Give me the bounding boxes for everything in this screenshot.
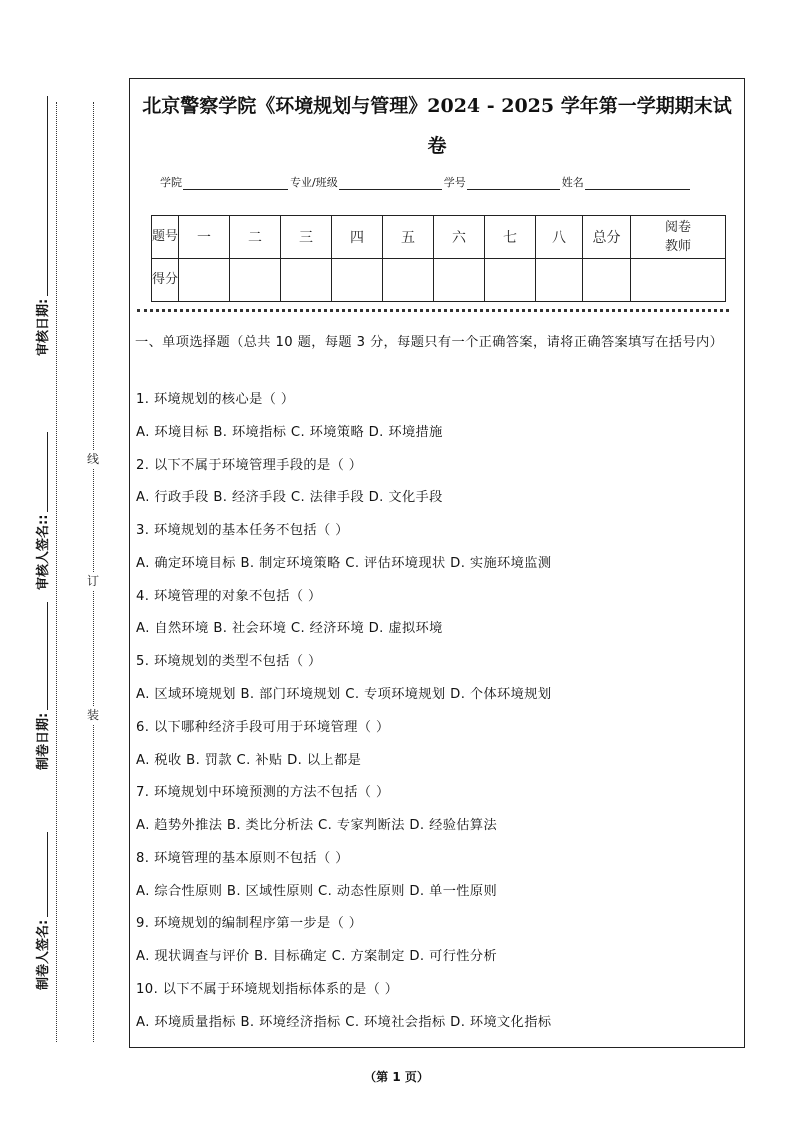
reviewer-sign-label: 审核人签名:: — [36, 514, 51, 590]
score-table-header-row — [152, 216, 726, 259]
header-cell-total: 总分 — [583, 216, 631, 259]
question-6-options: A. 税收 B. 罚款 C. 补贴 D. 以上都是 — [136, 753, 362, 768]
student-id-label: 学号 — [443, 176, 466, 189]
maker-date-line — [46, 602, 48, 710]
header-cell-1: 一 — [179, 216, 230, 259]
question-6: 6. 以下哪种经济手段可用于环境管理（ ） — [136, 720, 390, 735]
section1-heading: 一、单项选择题（总共 10 题，每题 3 分，每题只有一个正确答案，请将正确答案填写在括号内） — [135, 335, 724, 350]
major-label: 专业/班级 — [290, 176, 338, 189]
question-4-options: A. 自然环境 B. 社会环境 C. 经济环境 D. 虚拟环境 — [136, 621, 443, 636]
reviewer-date-label: 审核日期: — [36, 298, 51, 356]
question-2: 2. 以下不属于环境管理手段的是（ ） — [136, 458, 363, 473]
student-id-blank[interactable] — [467, 177, 560, 190]
score-cell-8[interactable] — [536, 259, 583, 302]
score-cell-4[interactable] — [332, 259, 383, 302]
score-cell-6[interactable] — [434, 259, 485, 302]
major-blank[interactable] — [339, 177, 442, 190]
score-cell-2[interactable] — [230, 259, 281, 302]
score-table — [151, 215, 726, 302]
binding-dotted-line-outer — [56, 102, 57, 1042]
header-cell-4: 四 — [332, 216, 383, 259]
maker-sign-field — [32, 832, 51, 990]
question-8: 8. 环境管理的基本原则不包括（ ） — [136, 851, 349, 866]
reviewer-sign-field — [32, 432, 51, 590]
name-blank[interactable] — [585, 177, 690, 190]
score-cell-total[interactable] — [583, 259, 631, 302]
maker-sign-line — [46, 832, 48, 917]
school-blank[interactable] — [183, 177, 288, 190]
maker-sign-label: 制卷人签名: — [36, 919, 51, 990]
question-3: 3. 环境规划的基本任务不包括（ ） — [136, 523, 349, 538]
score-cell-3[interactable] — [281, 259, 332, 302]
score-cell-grader[interactable] — [631, 259, 726, 302]
header-cell-5: 五 — [383, 216, 434, 259]
school-label: 学院 — [160, 176, 182, 189]
question-8-options: A. 综合性原则 B. 区域性原则 C. 动态性原则 D. 单一性原则 — [136, 884, 498, 899]
header-cell-2: 二 — [230, 216, 281, 259]
row-label-score: 得分 — [152, 259, 179, 302]
exam-title: 北京警察学院《环境规划与管理》2024 - 2025 学年第一学期期末试卷 — [142, 95, 732, 157]
score-table-score-row — [152, 259, 726, 302]
binding-char-xian: 线 — [87, 452, 100, 466]
reviewer-date-line — [46, 96, 48, 296]
header-cell-7: 七 — [485, 216, 536, 259]
question-1: 1. 环境规划的核心是（ ） — [136, 392, 295, 407]
binding-char-ding: 订 — [87, 574, 100, 588]
question-10-options: A. 环境质量指标 B. 环境经济指标 C. 环境社会指标 D. 环境文化指标 — [136, 1015, 552, 1030]
header-cell-question-no: 题号 — [152, 216, 179, 259]
reviewer-date-field — [32, 96, 51, 356]
student-info-line — [160, 174, 692, 190]
header-cell-3: 三 — [281, 216, 332, 259]
question-1-options: A. 环境目标 B. 环境指标 C. 环境策略 D. 环境措施 — [136, 425, 443, 440]
name-label: 姓名 — [561, 176, 584, 189]
reviewer-sign-line — [46, 432, 48, 512]
score-cell-5[interactable] — [383, 259, 434, 302]
question-5: 5. 环境规划的类型不包括（ ） — [136, 654, 322, 669]
question-10: 10. 以下不属于环境规划指标体系的是（ ） — [136, 982, 399, 997]
question-7: 7. 环境规划中环境预测的方法不包括（ ） — [136, 785, 390, 800]
maker-date-field — [32, 602, 51, 770]
question-7-options: A. 趋势外推法 B. 类比分析法 C. 专家判断法 D. 经验估算法 — [136, 818, 498, 833]
binding-char-zhuang: 装 — [87, 708, 100, 722]
header-cell-8: 八 — [536, 216, 583, 259]
score-cell-1[interactable] — [179, 259, 230, 302]
header-cell-6: 六 — [434, 216, 485, 259]
question-9-options: A. 现状调查与评价 B. 目标确定 C. 方案制定 D. 可行性分析 — [136, 949, 498, 964]
maker-date-label: 制卷日期: — [36, 712, 51, 770]
page-number: （第 1 页） — [364, 1070, 429, 1084]
header-cell-grader: 阅卷教师 — [631, 216, 726, 259]
question-4: 4. 环境管理的对象不包括（ ） — [136, 589, 322, 604]
dotted-separator — [137, 309, 729, 312]
question-5-options: A. 区域环境规划 B. 部门环境规划 C. 专项环境规划 D. 个体环境规划 — [136, 687, 552, 702]
question-3-options: A. 确定环境目标 B. 制定环境策略 C. 评估环境现状 D. 实施环境监测 — [136, 556, 552, 571]
question-9: 9. 环境规划的编制程序第一步是（ ） — [136, 916, 363, 931]
score-cell-7[interactable] — [485, 259, 536, 302]
question-2-options: A. 行政手段 B. 经济手段 C. 法律手段 D. 文化手段 — [136, 490, 443, 505]
